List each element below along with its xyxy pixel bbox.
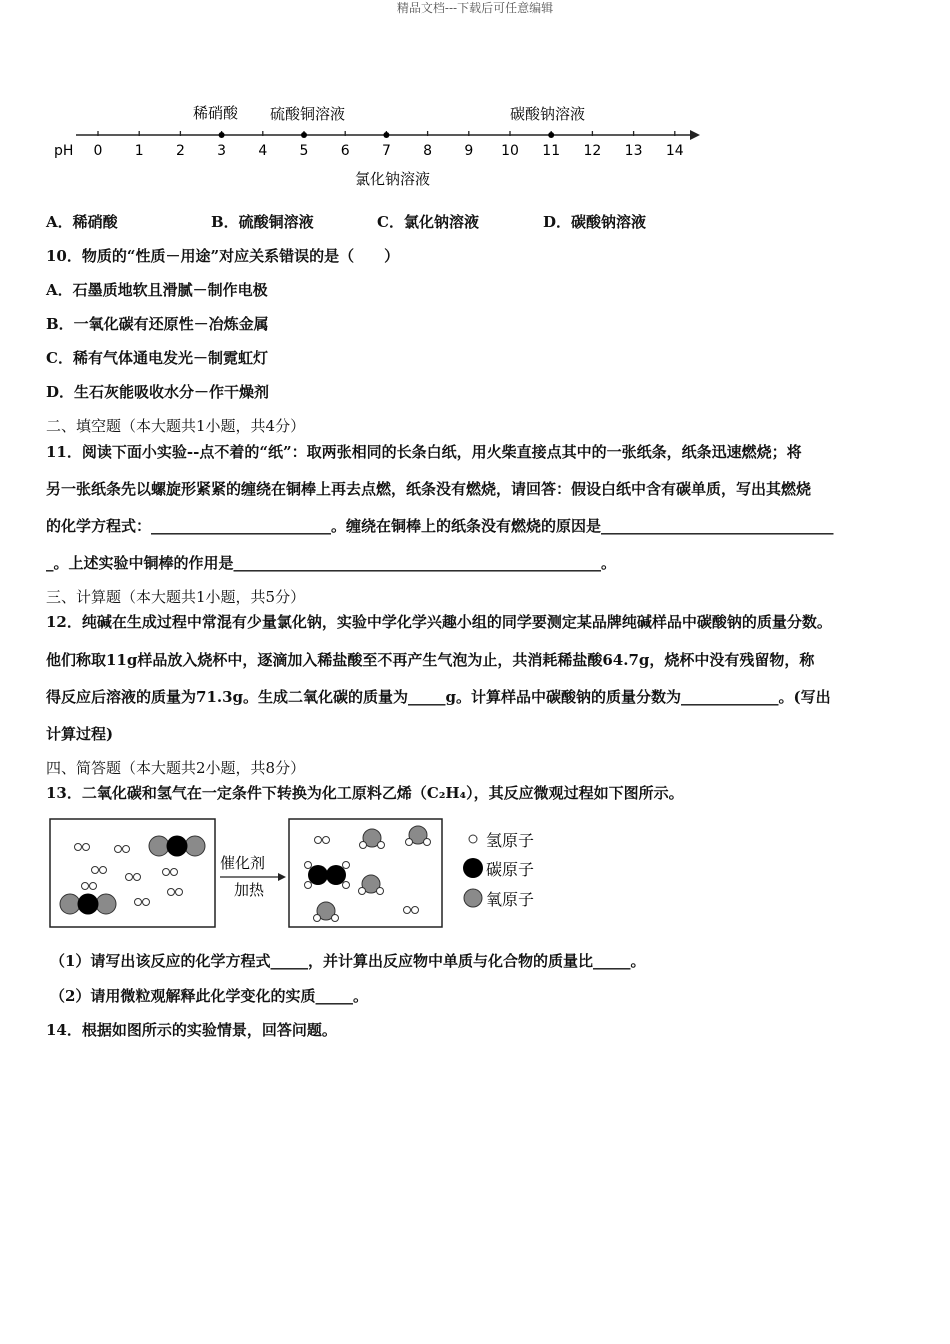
h2-molecule bbox=[315, 837, 330, 844]
section-4-heading: 四、简答题（本大题共2小题，共8分） bbox=[46, 759, 306, 777]
q9-option-c: C．氯化钠溶液 bbox=[377, 213, 479, 231]
q13-stem: 13．二氧化碳和氢气在一定条件下转换为化工原料乙烯（C₂H₄），其反应微观过程如下图所示。 bbox=[46, 784, 684, 802]
legend-oxygen-icon bbox=[464, 889, 482, 907]
ph-tick-label: 3 bbox=[217, 143, 227, 159]
q11-line-4: _。上述实验中铜棒的作用是_________________________________________________。 bbox=[46, 554, 617, 572]
section-3-heading: 三、计算题（本大题共1小题，共5分） bbox=[46, 588, 306, 606]
h2o-molecule bbox=[360, 829, 385, 849]
ph-tick-label: 6 bbox=[340, 143, 350, 159]
section-2-heading: 二、填空题（本大题共1小题，共4分） bbox=[46, 417, 306, 435]
ph-tick-label: 2 bbox=[175, 143, 185, 159]
ph-tick-label: 1 bbox=[134, 143, 144, 159]
legend-carbon-icon bbox=[463, 858, 483, 878]
reaction-arrow-head bbox=[278, 873, 286, 881]
h2o-molecule bbox=[359, 875, 384, 895]
q10-option-b: B．一氧化碳有还原性－冶炼金属 bbox=[46, 315, 269, 333]
ph-tick-label: 7 bbox=[381, 143, 391, 159]
ph-tick-label: 5 bbox=[299, 143, 309, 159]
ph-axis-arrow bbox=[690, 130, 700, 140]
ph-scale-figure bbox=[50, 98, 710, 190]
ph-tick-label: 4 bbox=[258, 143, 268, 159]
condition-top: 催化剂 bbox=[220, 854, 266, 872]
legend-hydrogen-label: 氢原子 bbox=[486, 831, 535, 850]
q10-option-d: D．生石灰能吸收水分－作干燥剂 bbox=[46, 383, 270, 401]
label-lvhuana: 氯化钠溶液 bbox=[355, 170, 431, 188]
c2h4-molecule bbox=[305, 862, 350, 889]
q12-line-2: 他们称取11g样品放入烧杯中，逐滴加入稀盐酸至不再产生气泡为止，共消耗稀盐酸64.7g，烧杯中没有残留物，称 bbox=[46, 651, 815, 669]
co2-molecule bbox=[149, 836, 205, 857]
condition-bottom: 加热 bbox=[234, 881, 265, 899]
q12-line-4: 计算过程) bbox=[46, 725, 114, 743]
ph-tick-label: 11 bbox=[542, 143, 561, 159]
q13-sub-1: （1）请写出该反应的化学方程式_____，并计算出反应物中单质与化合物的质量比_____。 bbox=[50, 952, 646, 970]
q13-sub-2: （2）请用微粒观解释此化学变化的实质_____。 bbox=[50, 987, 368, 1005]
legend-oxygen-label: 氧原子 bbox=[486, 890, 535, 909]
label-tansuanna: 碳酸钠溶液 bbox=[510, 105, 586, 123]
h2-molecule bbox=[135, 899, 150, 906]
co2-molecule bbox=[60, 894, 116, 915]
h2-molecule bbox=[163, 869, 178, 876]
h2-molecule bbox=[168, 889, 183, 896]
q11-line-1: 11．阅读下面小实验--点不着的“纸”：取两张相同的长条白纸，用火柴直接点其中的一张纸条，纸条迅速燃烧；将 bbox=[46, 443, 802, 461]
h2-molecule bbox=[126, 874, 141, 881]
ph-tick-label: 13 bbox=[624, 143, 643, 159]
q14-stem: 14．根据如图所示的实验情景，回答问题。 bbox=[46, 1021, 337, 1039]
page-header: 精品文档---下载后可任意编辑 bbox=[396, 1, 554, 15]
ph-tick-label: 14 bbox=[665, 143, 684, 159]
h2-molecule bbox=[404, 907, 419, 914]
label-xixiaosuan: 稀硝酸 bbox=[193, 104, 239, 122]
reaction-diagram bbox=[46, 815, 556, 933]
ph-axis-label: pH bbox=[54, 143, 74, 159]
q11-line-2: 另一张纸条先以螺旋形紧紧的缠绕在铜棒上再去点燃，纸条没有燃烧，请回答：假设白纸中含有碳单质，写出其燃烧 bbox=[46, 480, 812, 498]
ph-tick-label: 12 bbox=[583, 143, 602, 159]
q11-line-3: 的化学方程式：________________________。缠绕在铜棒上的纸条没有燃烧的原因是_______________________________ bbox=[46, 517, 834, 535]
q9-option-d: D．碳酸钠溶液 bbox=[543, 213, 647, 231]
q9-option-b: B．硫酸铜溶液 bbox=[211, 213, 314, 231]
ph-point-marker bbox=[301, 132, 307, 138]
q9-option-a: A．稀硝酸 bbox=[46, 213, 118, 231]
legend-carbon-label: 碳原子 bbox=[486, 860, 535, 879]
h2-molecule bbox=[82, 883, 97, 890]
ph-point-marker bbox=[383, 132, 389, 138]
q12-line-1: 12．纯碱在生成过程中常混有少量氯化钠，实验中学化学兴趣小组的同学要测定某品牌纯碱样品中碳酸钠的质量分数。 bbox=[46, 613, 832, 631]
ph-tick-label: 9 bbox=[464, 143, 474, 159]
h2-molecule bbox=[115, 846, 130, 853]
ph-tick-label: 8 bbox=[423, 143, 433, 159]
q10-option-c: C．稀有气体通电发光－制霓虹灯 bbox=[46, 349, 268, 367]
q12-line-3: 得反应后溶液的质量为71.3g。生成二氧化碳的质量为_____g。计算样品中碳酸钠的质量分数为_____________。(写出 bbox=[46, 688, 831, 706]
q10-stem: 10．物质的“性质－用途”对应关系错误的是（ ） bbox=[46, 247, 400, 265]
q10-option-a: A．石墨质地软且滑腻－制作电极 bbox=[46, 281, 268, 299]
h2-molecule bbox=[92, 867, 107, 874]
h2-molecule bbox=[75, 844, 90, 851]
ph-point-marker bbox=[548, 132, 554, 138]
label-liusuantong: 硫酸铜溶液 bbox=[270, 105, 346, 123]
ph-point-marker bbox=[219, 132, 225, 138]
h2o-molecule bbox=[314, 902, 339, 922]
ph-tick-label: 0 bbox=[93, 143, 103, 159]
legend-hydrogen-icon bbox=[469, 835, 477, 843]
h2o-molecule bbox=[406, 826, 431, 846]
ph-tick-label: 10 bbox=[501, 143, 519, 159]
